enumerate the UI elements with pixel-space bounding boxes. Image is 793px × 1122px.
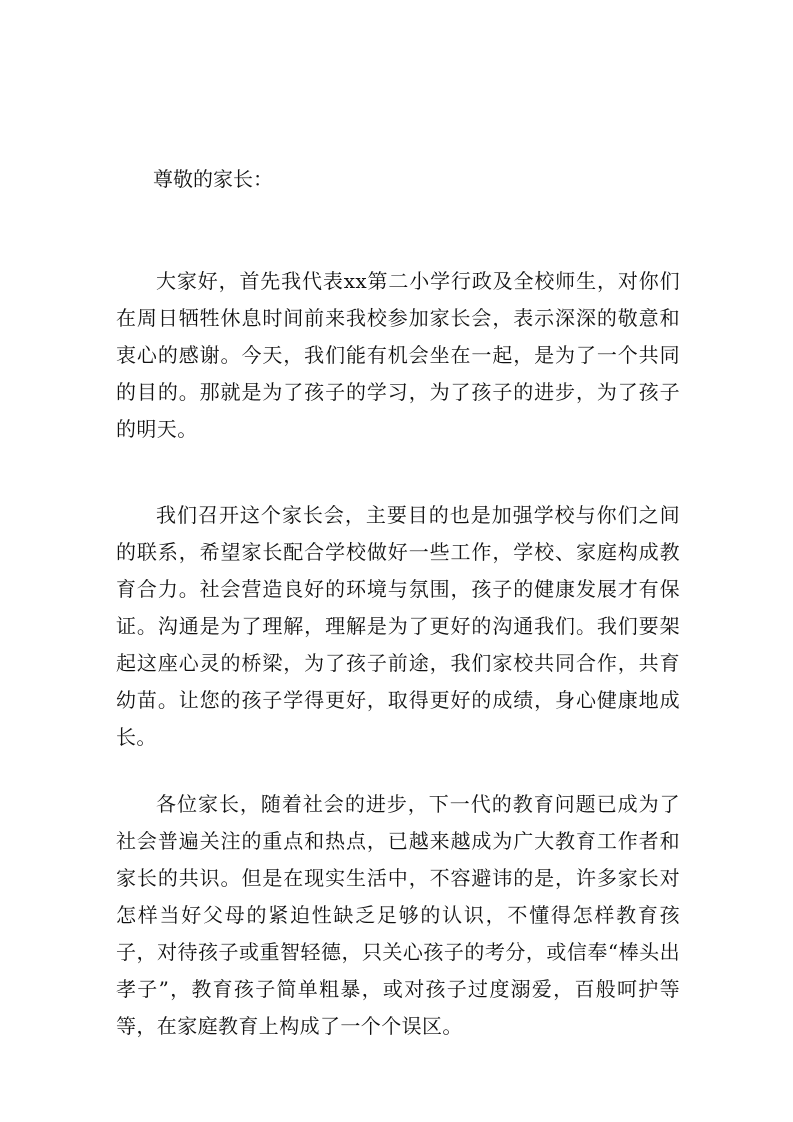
paragraph-2: 我们召开这个家长会，主要目的也是加强学校与你们之间的联系，希望家长配合学校做好一些工作，学校、家庭构成教育合力。社会营造良好的环境与氛围，孩子的健康发展才有保证。沟通是为了理解，理解是为了更好的沟通我们。我们要架起这座心灵的桥梁，为了孩子前途，我们家校共同合作，共育幼苗。让您的孩子学得更好，取得更好的成绩，身心健康地成长。: [116, 503, 680, 749]
salutation: 尊敬的家长：: [153, 167, 273, 191]
paragraph-3: 各位家长，随着社会的进步，下一代的教育问题已成为了社会普遍关注的重点和热点，已越来越成为广大教育工作者和家长的共识。但是在现实生活中，不容避讳的是，许多家长对怎样当好父母的紧迫性缺乏足够的认识，不懂得怎样教育孩子，对待孩子或重智轻德，只关心孩子的考分，或信奉“棒头出孝子”，教育孩子简单粗暴，或对孩子过度溺爱，百般呵护等等，在家庭教育上构成了一个个误区。: [116, 792, 680, 1038]
paragraph-1: 大家好，首先我代表xx第二小学行政及全校师生，对你们在周日牺牲休息时间前来我校参加家长会，表示深深的敬意和衷心的感谢。今天，我们能有机会坐在一起，是为了一个共同的目的。那就是为了孩子的学习，为了孩子的进步，为了孩子的明天。: [116, 269, 680, 441]
